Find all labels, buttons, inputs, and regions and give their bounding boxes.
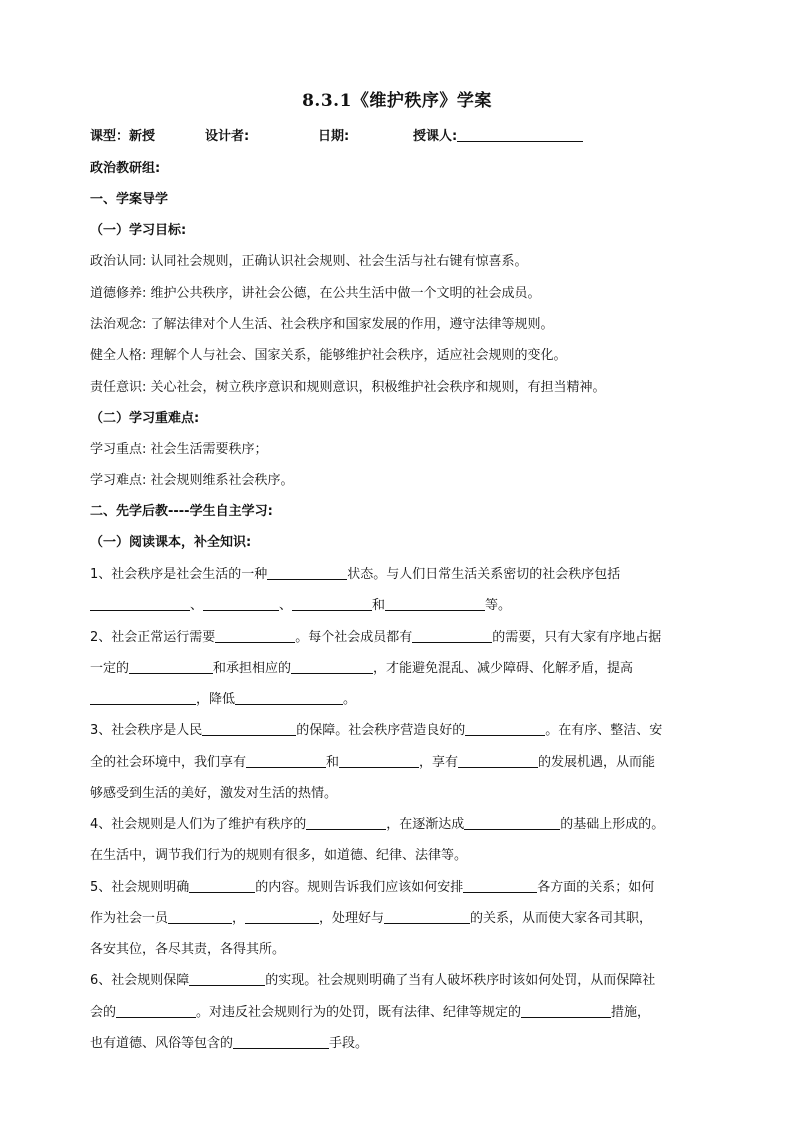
text: 会的 xyxy=(90,1005,117,1020)
question-2-line-2 xyxy=(90,657,710,676)
question-2-line-3 xyxy=(90,688,710,707)
teacher-blank[interactable] xyxy=(457,128,583,142)
blank[interactable] xyxy=(267,566,347,580)
text: 的发展机遇，从而能 xyxy=(538,755,656,770)
key-points-heading: （二）学习重难点: xyxy=(90,411,200,426)
blank[interactable] xyxy=(385,597,485,611)
question-6-line-3 xyxy=(90,1032,710,1051)
lesson-type: 课型：新授 xyxy=(90,129,156,144)
blank[interactable] xyxy=(412,629,492,643)
text: 的内容。规则告诉我们应该如何安排 xyxy=(255,880,464,895)
teacher-label-text: 授课人: xyxy=(413,129,458,144)
blank[interactable] xyxy=(189,879,255,893)
question-4-line-1 xyxy=(90,813,710,832)
text: 3、社会秩序是人民 xyxy=(90,723,203,738)
text: 的基础上形成的。 xyxy=(560,817,665,832)
difficult-point: 学习难点: 社会规则维系社会秩序。 xyxy=(90,473,294,488)
research-group: 政治教研组: xyxy=(90,161,161,176)
blank[interactable] xyxy=(235,691,343,705)
blank[interactable] xyxy=(233,1035,329,1049)
blank[interactable] xyxy=(203,597,279,611)
blank[interactable] xyxy=(246,754,326,768)
blank[interactable] xyxy=(90,597,190,611)
text: 状态。与人们日常生活关系密切的社会秩序包括 xyxy=(347,567,621,582)
text: 全的社会环境中，我们享有 xyxy=(90,755,247,770)
blank[interactable] xyxy=(292,597,372,611)
text: 。每个社会成员都有 xyxy=(295,630,413,645)
text: 和 xyxy=(326,755,340,770)
question-1-line-1 xyxy=(90,563,710,582)
blank[interactable] xyxy=(90,691,196,705)
text: ， xyxy=(232,911,246,926)
goal-responsibility: 责任意识: 关心社会，树立秩序意识和规则意识，积极维护社会秩序和规则，有担当精神。 xyxy=(90,380,606,395)
text: 的关系，从而使大家各司其职， xyxy=(470,911,653,926)
text: 、 xyxy=(190,598,204,613)
text: 和 xyxy=(372,598,386,613)
blank[interactable] xyxy=(168,910,232,924)
blank[interactable] xyxy=(306,816,386,830)
text: 和承担相应的 xyxy=(213,661,292,676)
section-1-heading: 一、学案导学 xyxy=(90,192,169,207)
blank[interactable] xyxy=(465,722,545,736)
question-4-line-2: 在生活中，调节我们行为的规则有很多，如道德、纪律、法律等。 xyxy=(90,848,468,863)
page-title: 8.3.1《维护秩序》学案 xyxy=(302,91,492,111)
reading-heading: （一）阅读课本，补全知识: xyxy=(90,535,252,550)
blank[interactable] xyxy=(464,816,560,830)
blank[interactable] xyxy=(521,1004,611,1018)
objectives-heading: （一）学习目标: xyxy=(90,223,187,238)
text: ，处理好与 xyxy=(319,911,385,926)
blank[interactable] xyxy=(384,910,470,924)
goal-personality: 健全人格: 理解个人与社会、国家关系，能够维护社会秩序，适应社会规则的变化。 xyxy=(90,348,567,363)
key-point: 学习重点: 社会生活需要秩序； xyxy=(90,442,268,457)
designer-label: 设计者: xyxy=(205,129,250,144)
date-label: 日期: xyxy=(318,129,350,144)
text: 5、社会规则明确 xyxy=(90,880,190,895)
text: 。对违反社会规则行为的处罚，既有法律、纪律等规定的 xyxy=(196,1005,522,1020)
question-5-line-1 xyxy=(90,876,710,895)
teacher-label xyxy=(413,125,583,144)
text: 等。 xyxy=(485,598,512,613)
question-2-line-1 xyxy=(90,626,710,645)
text: 、 xyxy=(279,598,293,613)
text: 措施， xyxy=(611,1005,651,1020)
text: ，才能避免混乱、减少障碍、化解矛盾，提高 xyxy=(373,661,634,676)
goal-political: 政治认同: 认同社会规则，正确认识社会规则、社会生活与社右键有惊喜系。 xyxy=(90,254,528,269)
text: 也有道德、风俗等包含的 xyxy=(90,1036,234,1051)
goal-moral: 道德修养: 维护公共秩序，讲社会公德，在公共生活中做一个文明的社会成员。 xyxy=(90,286,541,301)
text: 各方面的关系；如何 xyxy=(537,880,655,895)
text: 2、社会正常运行需要 xyxy=(90,630,216,645)
blank[interactable] xyxy=(245,910,319,924)
blank[interactable] xyxy=(189,972,265,986)
blank[interactable] xyxy=(339,754,419,768)
text: 的需要，只有大家有序地占据 xyxy=(492,630,662,645)
text: 。在有序、整洁、安 xyxy=(545,723,663,738)
text: 4、社会规则是人们为了维护有秩序的 xyxy=(90,817,307,832)
question-5-line-2 xyxy=(90,907,710,926)
text: 6、社会规则保障 xyxy=(90,973,190,988)
question-6-line-2 xyxy=(90,1001,710,1020)
text: ，降低 xyxy=(196,692,236,707)
blank[interactable] xyxy=(458,754,538,768)
text: ，在逐渐达成 xyxy=(386,817,465,832)
question-6-line-1 xyxy=(90,969,710,988)
text: ，享有 xyxy=(419,755,459,770)
text: 手段。 xyxy=(329,1036,369,1051)
blank[interactable] xyxy=(291,660,373,674)
text: 的实现。社会规则明确了当有人破坏秩序时该如何处罚，从而保障社 xyxy=(265,973,656,988)
text: 1、社会秩序是社会生活的一种 xyxy=(90,567,268,582)
section-2-heading: 二、先学后教----学生自主学习: xyxy=(90,504,273,519)
question-3-line-1 xyxy=(90,719,710,738)
blank[interactable] xyxy=(116,1004,196,1018)
text: 作为社会一员 xyxy=(90,911,169,926)
question-3-line-2 xyxy=(90,751,710,770)
blank[interactable] xyxy=(215,629,295,643)
question-3-line-3: 够感受到生活的美好，激发对生活的热情。 xyxy=(90,786,338,801)
blank[interactable] xyxy=(463,879,537,893)
text: 。 xyxy=(343,692,357,707)
goal-law: 法治观念: 了解法律对个人生活、社会秩序和国家发展的作用，遵守法律等规则。 xyxy=(90,317,554,332)
blank[interactable] xyxy=(129,660,213,674)
question-1-line-2 xyxy=(90,594,710,613)
question-5-line-3: 各安其位，各尽其责，各得其所。 xyxy=(90,942,286,957)
blank[interactable] xyxy=(202,722,296,736)
text: 的保障。社会秩序营造良好的 xyxy=(296,723,466,738)
text: 一定的 xyxy=(90,661,130,676)
